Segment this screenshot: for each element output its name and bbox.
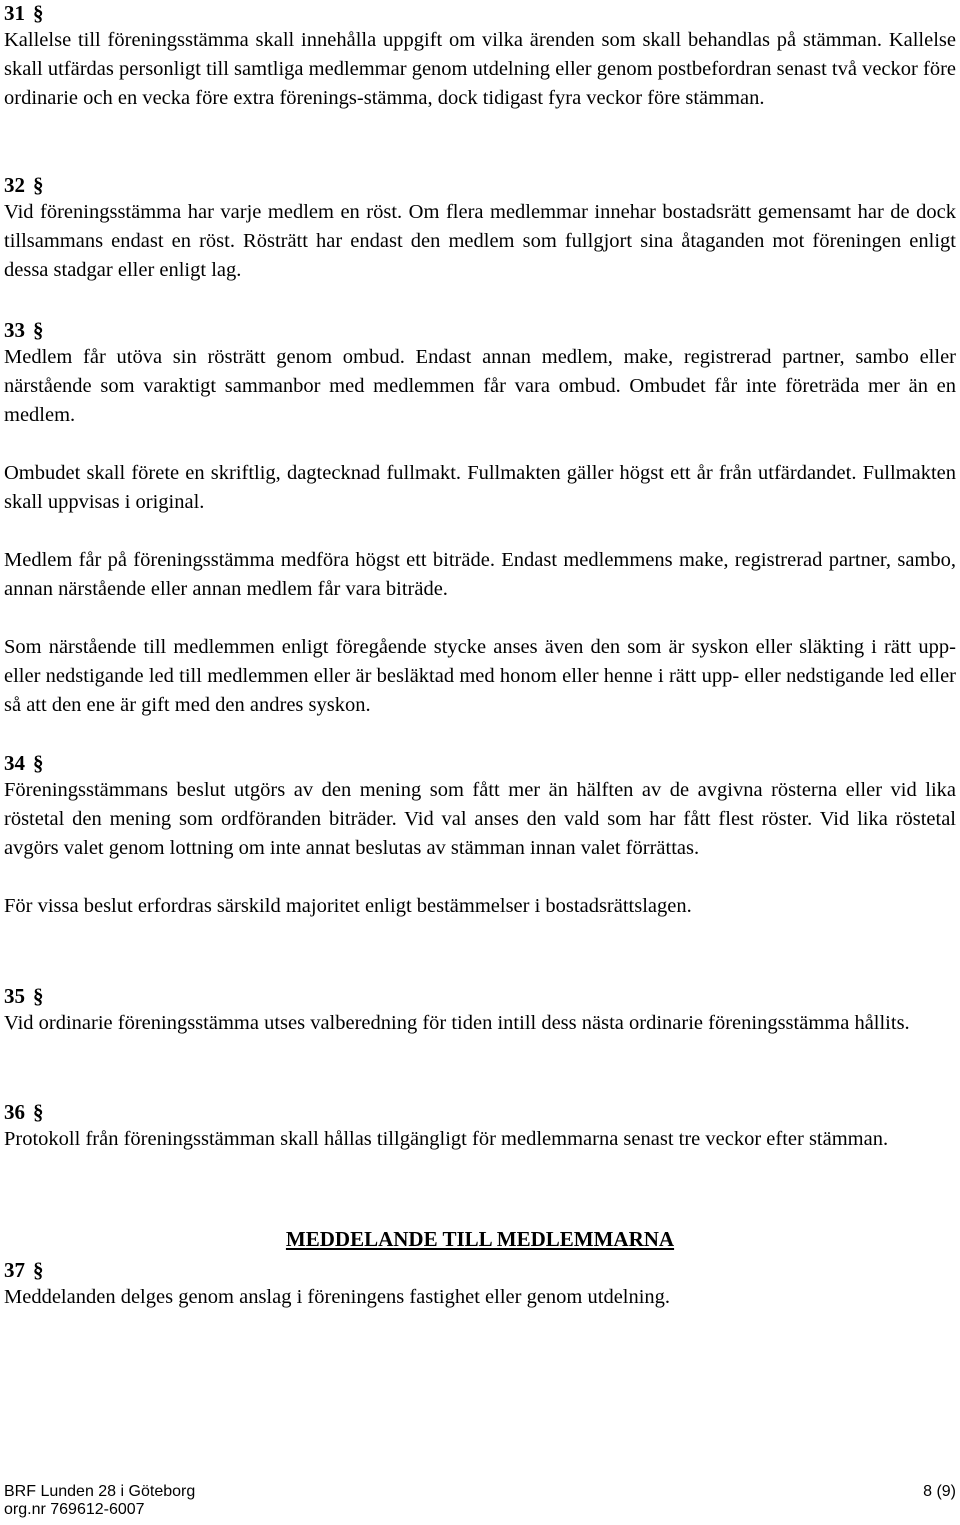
section-sign-icon: §	[33, 1258, 44, 1282]
section-32	[4, 172, 956, 285]
section-number: 31	[4, 1, 25, 25]
paragraph: Medlem får utöva sin rösträtt genom ombud. Endast annan medlem, make, registrerad partner, sambo eller närstående som varaktigt sammanbor med medlemmen får vara ombud. Ombudet får inte företräda mer än en medlem.	[4, 346, 956, 426]
paragraph: Vid ordinarie föreningsstämma utses valberedning för tiden intill dess nästa ordinarie föreningsstämma hållits.	[4, 1012, 910, 1034]
section-sign-icon: §	[33, 1, 44, 25]
paragraph: Som närstående till medlemmen enligt föregående stycke anses även den som är syskon eller släkting i rätt upp- eller nedstigande led till medlemmen eller är besläktad med honom eller henne i rätt upp- eller nedstigande led eller så att den ene är gift med den andres syskon.	[4, 636, 956, 716]
paragraph: Medlem får på föreningsstämma medföra högst ett biträde. Endast medlemmens make, registrerad partner, sambo, annan närstående eller annan medlem får vara biträde.	[4, 549, 956, 600]
section-heading	[4, 172, 956, 198]
section-sign-icon: §	[33, 173, 44, 197]
section-37	[4, 1257, 956, 1312]
section-31	[4, 0, 956, 113]
page-footer	[4, 1483, 956, 1519]
section-number: 35	[4, 984, 25, 1008]
chapter-title: MEDDELANDE TILL MEDLEMMARNA	[285, 1227, 675, 1251]
section-number: 34	[4, 751, 25, 775]
paragraph: Protokoll från föreningsstämman skall hållas tillgängligt för medlemmarna senast tre veckor efter stämman.	[4, 1128, 889, 1150]
footer-page-number: 8 (9)	[923, 1483, 956, 1500]
paragraph: Vid föreningsstämma har varje medlem en röst. Om flera medlemmar innehar bostadsrätt gemensamt har de dock tillsammans endast en röst. Rösträtt har endast den medlem som fullgjort sina åtaganden mot föreningen enligt dessa stadgar eller enligt lag.	[4, 201, 956, 281]
section-sign-icon: §	[33, 1100, 44, 1124]
section-heading	[4, 0, 956, 26]
paragraph: Ombudet skall förete en skriftlig, dagtecknad fullmakt. Fullmakten gäller högst ett år från utfärdandet. Fullmakten skall uppvisas i original.	[4, 462, 956, 513]
section-heading	[4, 983, 956, 1009]
section-heading	[4, 317, 956, 343]
section-heading	[4, 750, 956, 776]
section-sign-icon: §	[33, 984, 44, 1008]
section-35	[4, 983, 956, 1038]
section-sign-icon: §	[33, 751, 44, 775]
section-number: 37	[4, 1258, 25, 1282]
footer-row	[4, 1483, 956, 1501]
section-heading	[4, 1257, 956, 1283]
section-sign-icon: §	[33, 318, 44, 342]
paragraph: För vissa beslut erfordras särskild majoritet enligt bestämmelser i bostadsrättslagen.	[4, 895, 692, 917]
footer-org-number: org.nr 769612-6007	[4, 1501, 145, 1518]
paragraph: Meddelanden delges genom anslag i föreningens fastighet eller genom utdelning.	[4, 1286, 671, 1308]
paragraph: Kallelse till föreningsstämma skall innehålla uppgift om vilka ärenden som skall behandlas på stämman. Kallelse skall utfärdas personligt till samtliga medlemmar genom utdelning eller genom postbefordran senast två veckor före ordinarie och en vecka före extra förenings-stämma, dock tidigast fyra veckor före stämman.	[4, 29, 956, 109]
footer-org-name: BRF Lunden 28 i Göteborg	[4, 1483, 196, 1500]
section-number: 33	[4, 318, 25, 342]
section-heading	[4, 1099, 956, 1125]
section-number: 36	[4, 1100, 25, 1124]
section-33	[4, 317, 956, 720]
paragraph: Föreningsstämmans beslut utgörs av den mening som fått mer än hälften av de avgivna rösterna eller vid lika röstetal den mening som ordföranden biträder. Vid val anses den vald som har fått flest röster. Vid lika röstetal avgörs valet genom lottning om inte annat beslutas av stämman innan valet förrättas.	[4, 779, 956, 859]
section-34	[4, 750, 956, 921]
section-36	[4, 1099, 956, 1154]
section-number: 32	[4, 173, 25, 197]
